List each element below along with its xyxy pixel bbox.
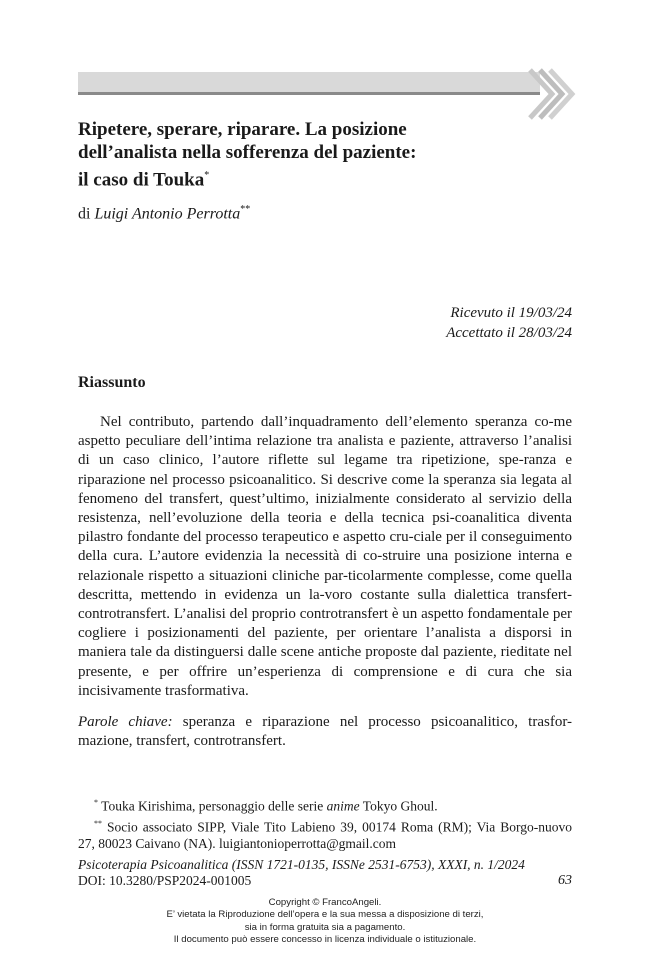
footnote-1: * Touka Kirishima, personaggio delle serie anime Tokyo Ghoul. [94, 798, 438, 814]
chevron-arrows-icon [526, 66, 578, 122]
title-line-2: dell’analista nella sofferenza del paziente: [78, 142, 417, 163]
keywords-text: speranza e riparazione nel processo psicoanalitico, trasfor-mazione, transfert, controtransfert. [78, 714, 573, 750]
journal-citation: Psicoterapia Psicoanalitica (ISSN 1721-0135, ISSNe 2531-6753), XXXI, n. 1/2024 [78, 857, 525, 872]
author-footnote-mark: ** [240, 204, 251, 215]
keywords [78, 713, 572, 751]
submission-dates [272, 303, 572, 343]
author-line [78, 204, 250, 223]
article-title [78, 118, 538, 191]
author-prefix: di [78, 205, 91, 223]
doi: DOI: 10.3280/PSP2024-001005 [78, 873, 252, 888]
footnote-2: ** Socio associato SIPP, Viale Tito Labieno 39, 00174 Roma (RM); Via Borgo-nuovo 27, 80023 Caivano (NA). luigiantonioperrotta@gmail.com [78, 818, 573, 851]
title-line-3: il caso di Touka* [78, 169, 210, 191]
abstract-heading: Riassunto [78, 374, 146, 391]
title-line-1: Ripetere, sperare, riparare. La posizione [78, 119, 407, 140]
abstract-body: Nel contributo, partendo dall’inquadramento dell’elemento speranza co-me aspetto peculiare dell’intima relazione tra analista e paziente, attraverso l’analisi di un caso clinico, l’autore riflette sul legame tra ripetizione, spe-ranza e riparazione nel processo psicoanalitico. Si descrive come la speranza sia legata al fenomeno del transfert, quest’ultimo, inizialmente considerato al servizio della resistenza, nell’evoluzione della teoria e della tecnica psi-coanalitica diventa pilastro fondante del processo terapeutico e aspetto cru-ciale per il conseguimento della cura. L’autore evidenzia la necessità di co-struire una posizione interna e relazionale rispetto a situazioni cliniche par-ticolarmente complesse, come quella descritta, mettendo in evidenza un la-voro costante sulla dialettica transfert-controtransfert. L’analisi del proprio controtransfert è un aspetto fondamentale per cogliere i posizionamenti del paziente, per orientare l’analista a disporsi in maniera tale da distinguersi dalle scene antiche proposte dal paziente, rieditate nel presente, e per offrire un’esperienza di comprensione e di cura che sia incisivamente trasformativa. [78, 414, 572, 699]
title-footnote-mark: * [204, 170, 210, 181]
author-name: Luigi Antonio Perrotta [94, 205, 241, 223]
page-number: 63 [558, 873, 572, 888]
footnotes [78, 794, 572, 852]
copyright-notice: Copyright © FrancoAngeli. E’ vietata la Riproduzione dell’opera e la sua messa a disposizione di terzi, sia in forma gratuita sia a pagamento. Il documento può essere concesso in licenza individuale o istituzionale. [166, 897, 484, 946]
keywords-label: Parole chiave: [78, 714, 173, 730]
header-rule [78, 92, 540, 95]
received-date: Ricevuto il 19/03/24 [450, 305, 572, 321]
accepted-date: Accettato il 28/03/24 [446, 325, 572, 341]
header-bar [78, 72, 540, 92]
